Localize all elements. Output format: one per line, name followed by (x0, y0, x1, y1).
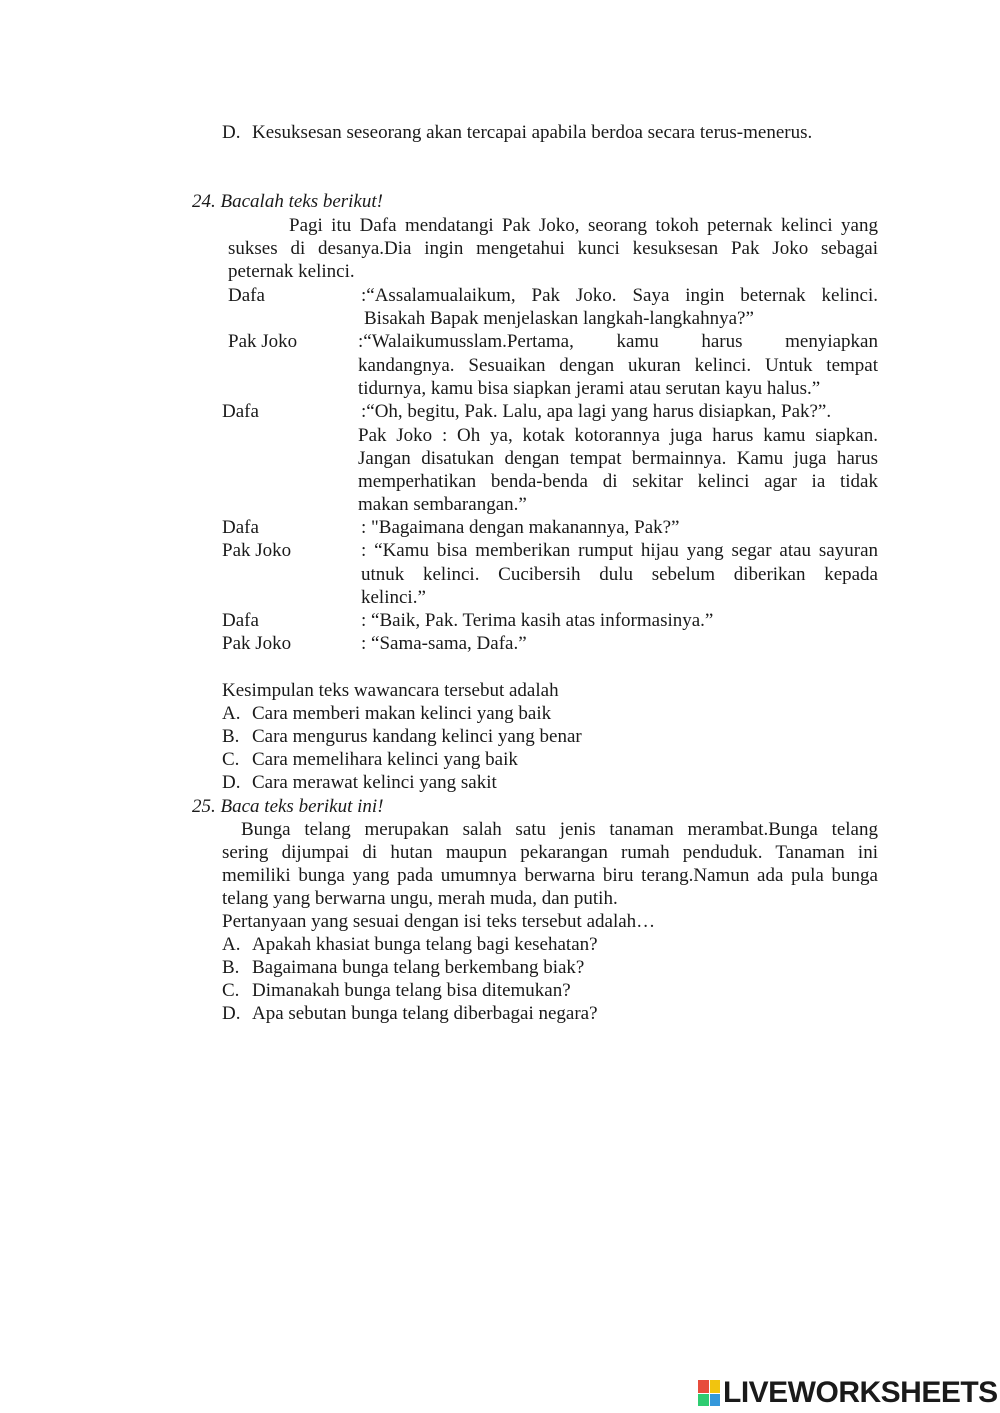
q25-option-d[interactable]: D. Apa sebutan bunga telang diberbagai negara? (222, 1003, 598, 1024)
dialogue-line: tidurnya, kamu bisa siapkan jerami atau serutan kayu halus.” (358, 378, 821, 399)
q25-question: Pertanyaan yang sesuai dengan isi teks tersebut adalah… (222, 911, 656, 932)
liveworksheets-logo (698, 1378, 998, 1408)
q25-option-b[interactable]: B. Bagaimana bunga telang berkembang biak? (222, 957, 585, 978)
logo-badge-icon (698, 1380, 720, 1406)
q24-intro-line: sukses di desanya.Dia ingin mengetahui kunci kesuksesan Pak Joko sebagai (228, 238, 878, 259)
dialogue-line: makan sembarangan.” (358, 494, 527, 515)
speaker-label: Pak Joko (222, 633, 292, 654)
dialogue-line: Pak Joko : Oh ya, kotak kotorannya juga harus kamu siapkan. (358, 425, 878, 446)
speaker-label: Dafa (228, 285, 265, 306)
speaker-label: Dafa (222, 610, 259, 631)
dialogue-line: Jangan disatukan dengan tempat bermainnya. Kamu juga harus (358, 448, 878, 469)
q25-option-c[interactable]: C. Dimanakah bunga telang bisa ditemukan? (222, 980, 571, 1001)
dialogue-line: :“Oh, begitu, Pak. Lalu, apa lagi yang harus disiapkan, Pak?”. (361, 401, 832, 422)
q24-option-b[interactable]: B. Cara mengurus kandang kelinci yang benar (222, 726, 582, 747)
dialogue-line: :“Assalamualaikum, Pak Joko. Saya ingin beternak kelinci. (361, 285, 878, 306)
dialogue-line: :“Walaikumusslam.Pertama, kamu harus menyiapkan (358, 331, 878, 352)
dialogue-line: : “Baik, Pak. Terima kasih atas informasinya.” (361, 610, 714, 631)
speaker-label: Dafa (222, 401, 259, 422)
q24-option-d[interactable]: D. Cara merawat kelinci yang sakit (222, 772, 497, 793)
q25-passage-line: memiliki bunga yang pada umumnya berwarna biru terang.Namun ada pula bunga (222, 865, 878, 886)
speaker-label: Dafa (222, 517, 259, 538)
q24-intro-line: Pagi itu Dafa mendatangi Pak Joko, seorang tokoh peternak kelinci yang (289, 215, 878, 236)
q25-passage-line: Bunga telang merupakan salah satu jenis tanaman merambat.Bunga telang (241, 819, 878, 840)
q24-option-c[interactable]: C. Cara memelihara kelinci yang baik (222, 749, 518, 770)
logo-text: LIVEWORKSHEETS (723, 1376, 998, 1409)
dialogue-line: : “Sama-sama, Dafa.” (361, 633, 527, 654)
dialogue-line: kandangnya. Sesuaikan dengan ukuran kelinci. Untuk tempat (358, 355, 878, 376)
q25-passage-line: telang yang berwarna ungu, merah muda, dan putih. (222, 888, 618, 909)
q25-heading: 25. Baca teks berikut ini! (192, 796, 384, 817)
dialogue-line: kelinci.” (361, 587, 426, 608)
dialogue-line: Bisakah Bapak menjelaskan langkah-langkahnya?” (364, 308, 754, 329)
q25-passage-line: sering dijumpai di hutan maupun pekarangan rumah penduduk. Tanaman ini (222, 842, 878, 863)
prev-option-d: D. Kesuksesan seseorang akan tercapai apabila berdoa secara terus-menerus. (222, 122, 813, 143)
q24-heading: 24. Bacalah teks berikut! (192, 191, 384, 212)
speaker-label: Pak Joko (222, 540, 292, 561)
q24-option-a[interactable]: A. Cara memberi makan kelinci yang baik (222, 703, 552, 724)
dialogue-line: utnuk kelinci. Cucibersih dulu sebelum diberikan kepada (361, 564, 878, 585)
dialogue-line: : "Bagaimana dengan makanannya, Pak?” (361, 517, 680, 538)
dialogue-line: : “Kamu bisa memberikan rumput hijau yang segar atau sayuran (361, 540, 878, 561)
q25-option-a[interactable]: A. Apakah khasiat bunga telang bagi kesehatan? (222, 934, 598, 955)
q24-intro-line: peternak kelinci. (228, 261, 355, 282)
speaker-label: Pak Joko (228, 331, 298, 352)
dialogue-line: memperhatikan benda-benda di sekitar kelinci agar ia tidak (358, 471, 878, 492)
q24-question: Kesimpulan teks wawancara tersebut adalah (222, 680, 559, 701)
